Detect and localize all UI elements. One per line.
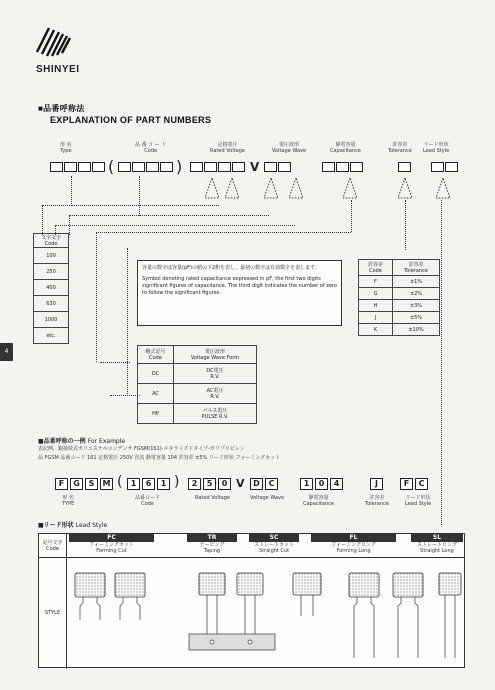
voltage-row: 250 xyxy=(34,264,69,280)
example-label-type: 形 名 TYPE xyxy=(62,495,75,507)
example-label-wave: Voltage Wave xyxy=(250,495,285,501)
example-line-2: 品 FGSM 品番コード 161 定格電圧 250V 直流 静電容量 104 許容差 ±5% リード形状 フォーミングカット xyxy=(38,455,281,461)
lead-item-sl: SL ストレートロング Straight Long xyxy=(411,534,463,554)
lead-item-sc: SC ストレートカット Straight Cut xyxy=(249,534,299,554)
lead-style-drawings xyxy=(67,558,464,669)
lead-item-tr: TR テーピング Taping xyxy=(187,534,237,554)
wave-code: HP xyxy=(138,404,174,424)
style-label: STYLE xyxy=(39,558,67,669)
field-lead-style: リード形状 Lead Style xyxy=(423,142,450,154)
field-rated-voltage: 定格電圧 Rated Voltage xyxy=(210,142,245,154)
voltage-row: 100 xyxy=(34,248,69,264)
field-tolerance: 許容差 Tolerance xyxy=(388,142,412,154)
example-title: ■品番呼称の一例 For Example xyxy=(38,438,126,445)
example-label-voltage: Rated Voltage xyxy=(195,495,230,501)
voltage-row: etc. xyxy=(34,328,69,344)
wave-code: DC xyxy=(138,364,174,384)
voltage-row: 630 xyxy=(34,296,69,312)
lead-item-fl: FL フォーミングロング Forming Long xyxy=(311,534,396,554)
voltage-row: 1000 xyxy=(34,312,69,328)
lead-item-fc: FC フォーミングカット Forming Cut xyxy=(69,534,154,554)
page-tab xyxy=(0,343,13,361)
example-label-capacitance: 静電容量 Capacitance xyxy=(303,495,334,507)
wave-code: AC xyxy=(138,384,174,404)
lead-style-table: 記号文字 Code STYLE FC フォーミングカット Forming Cut TR テーピング Taping SC ストレートカット Straight Cut FL フォーミングロング Forming Long SL ストレートロング Straight Long xyxy=(38,533,465,668)
tolerance-table: 許容差 Code 許容差 Tolerance F ±1% G ±2% H ±3% J ±5% K ±10% xyxy=(358,259,440,336)
voltage-wave-table: 略式記号 Code 電圧波形 Voltage Wave Form DC DC電圧 R.V. AC AC電圧 R.V. HP パルス電圧 PULSE R.V. xyxy=(137,345,257,424)
field-code: 品 番 コ ー ド Code xyxy=(135,142,167,154)
lead-style-title: ■リード形状 Lead Style xyxy=(38,522,108,529)
section-title-en: EXPLANATION OF PART NUMBERS xyxy=(50,115,212,125)
capacitance-note: 容量の数字は容量(pF)の値の下2桁を表し、最初の数字は有効数字を表します。 Symbol denoting rated capacitance expressed in pF, the first two digits significant figures of capacitance. The third digit indicates the number of zero to follow the significant figures. xyxy=(137,260,342,326)
brand-name: SHINYEI xyxy=(36,64,80,75)
field-voltage-wave: 電圧波形 Voltage Wave xyxy=(272,142,307,154)
rated-voltage-table: 文字文字 Code 100 250 400 630 1000 etc. xyxy=(33,233,69,344)
example-line-1: 表記例、銀接続式ポリエステルコンデンサ FGSM(161)-メタライズドタイプ-ポリプロピレン xyxy=(38,446,245,452)
field-capacitance: 静電容量 Capacitance xyxy=(330,142,361,154)
voltage-row: 400 xyxy=(34,280,69,296)
page-number: 4 xyxy=(4,348,9,355)
example-label-lead: リード形状 Lead Style xyxy=(405,495,432,507)
field-type: 形 名 Type xyxy=(60,142,72,154)
example-label-tolerance: 許容差 Tolerance xyxy=(365,495,389,507)
shinyei-logo xyxy=(33,22,75,62)
section-title-jp: ■品番呼称法 xyxy=(38,104,85,113)
example-label-code: 品番コード Code xyxy=(135,495,161,507)
